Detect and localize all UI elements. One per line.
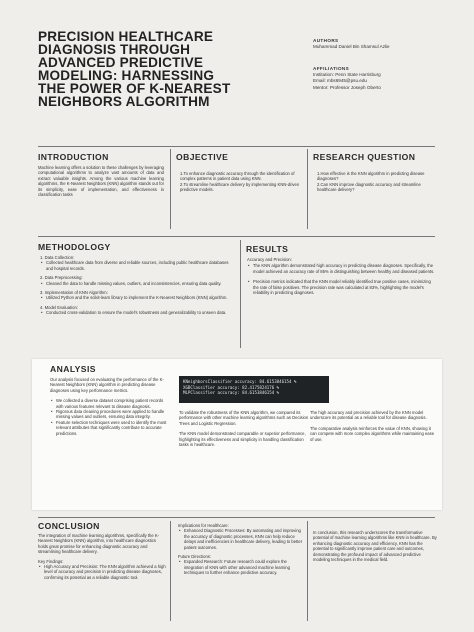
analysis-heading: ANALYSIS <box>50 364 96 374</box>
finding-bullet: • High Accuracy and Precision: The KNN algorithm achieved a high level of accuracy and precision in predicting disease diagnoses, confirming its potential as a reliable diagnostic tool. <box>38 564 166 580</box>
analysis-intro: Our analysis focused on evaluating the performance of the K-Nearest Neighbors (KNN) algorithm in predicting disease diagnoses using key performance metrics. <box>50 377 164 393</box>
introduction-text: Machine learning offers a solution to these challenges by leveraging computational algorithms to analyze vast amounts of data and extract valuable insights. Among the various machine learning algorithms, the K-Nearest Neighbors (KNN) algorithm stands out for its simplicity, ease of implementation, and effectiveness in classification tasks <box>38 165 164 198</box>
code-line: XGBClassifier accuracy: 82.4175824176 % <box>183 384 280 390</box>
conclusion-body: The integration of machine learning algorithms, specifically the K-Nearest Neighbors (KNN) algorithm, into healthcare diagnostics holds great promise for enhancing diagnostic accuracy and streamlining healthcare delivery. <box>38 533 160 555</box>
code-line: MLPClassifier accuracy: 84.6153846154 % <box>183 390 280 396</box>
results-bullet: • The KNN algorithm demonstrated high accuracy in predicting disease diagnoses. Specifically, the model achieved an accuracy rate of 85% in distinguishing between healthy and diseased patients. <box>247 263 435 274</box>
results-bullet: • Precision metrics indicated that the KNN model reliably identified true positive cases, minimizing the rate of false positives. The precision rate was calculated at 83%, highlighting the model's reliability in predicting diagnoses. <box>247 279 435 295</box>
title-line: PRECISION HEALTHCARE <box>38 29 214 44</box>
analysis-bullet: • Feature selection techniques were used to identify the most relevant attributes that significantly contribute to accurate predictions. <box>50 420 168 436</box>
analysis-middle <box>179 410 309 447</box>
implication-bullet: • Enhanced Diagnostic Processes: By automating and improving the accuracy of diagnostic processes, KNN can help reduce delays and inefficiencies in healthcare delivery, leading to better patient outcomes. <box>178 528 304 550</box>
title-line: DIAGNOSIS THROUGH <box>38 42 191 57</box>
methodology-step <box>40 255 235 271</box>
affiliation-line: Institution: Penn State Harrisburg <box>313 72 381 78</box>
code-line: KNeighborsClassifier accuracy: 84.6153846154 % <box>183 379 297 384</box>
methodology-steps <box>40 255 235 316</box>
authors-heading: AUTHORS <box>313 38 339 43</box>
title-line: MODELING: HARNESSING <box>38 68 215 83</box>
conclusion-closing: In conclusion, this research underscores the transformative potential of machine learning algorithms like KNN in healthcare. By enhancing diagnostic accuracy and efficiency, KNN has the potential to significantly improve patient care and outcomes, demonstrating the profound impact of advanced predictive modeling techniques in the medical field. <box>313 530 437 563</box>
step-title: 4. Model Evaluation: <box>40 304 78 310</box>
introduction-heading: INTRODUCTION <box>38 152 109 162</box>
affiliations-block <box>313 66 381 91</box>
conclusion-heading: CONCLUSION <box>38 521 100 531</box>
step-bullet: • Conducted cross-validation to ensure the model's robustness and generalizability to unseen data. <box>40 310 235 315</box>
analysis-paragraph: The comparative analysis reinforces the value of KNN, showing it can compete with more complex algorithms while maintaining ease of use. <box>310 425 435 442</box>
analysis-bullet: • Rigorous data cleaning procedures were applied to handle missing values and outliers, ensuring data integrity. <box>50 409 168 420</box>
divider <box>38 236 435 237</box>
title-line: THE POWER OF K-NEAREST <box>38 81 231 96</box>
results-text <box>247 257 435 295</box>
authors-block <box>313 38 390 50</box>
objective-item: 1.To enhance diagnostic accuracy through the identification of complex patterns in patient data using KNN. <box>180 171 295 182</box>
step-title: 2. Data Preprocessing: <box>40 275 83 281</box>
research-question-heading: RESEARCH QUESTION <box>313 152 416 162</box>
findings-title: Key Findings: <box>38 558 64 564</box>
objective-list <box>178 171 303 193</box>
conclusion-right <box>313 530 437 562</box>
poster-title <box>38 30 283 108</box>
step-bullet: • Collected healthcare data from diverse and reliable sources, including public healthcare databases and hospital records. <box>40 260 235 271</box>
affiliation-line: Email: mbs6945@psu.edu <box>313 78 367 84</box>
methodology-step <box>40 275 235 286</box>
future-title: Future Directions: <box>178 554 212 560</box>
affiliation-line: Mentor: Professor Joseph Oberto <box>313 84 381 90</box>
analysis-bullet: • We collected a diverse dataset comprising patient records with various features relevant to disease diagnosis. <box>50 398 168 409</box>
analysis-paragraph: The high accuracy and precision achieved by the KNN model underscore its potential as a reliable tool for disease diagnosis. <box>310 410 427 421</box>
analysis-left <box>50 377 168 436</box>
future-bullet: • Expanded Research: Future research could explore the integration of KNN with other advanced machine learning techniques to further enhance predictive accuracy. <box>178 559 304 575</box>
conclusion-left <box>38 533 166 580</box>
analysis-paragraph: The KNN model demonstrated comparable or superior performance, highlighting its effectiveness and simplicity in handling classification tasks in healthcare. <box>179 431 306 448</box>
objective-item: 2.To streamline healthcare delivery by implementing KNN-driven predictive models. <box>180 181 300 193</box>
divider <box>170 149 171 229</box>
title-line: ADVANCED PREDICTIVE <box>38 55 204 70</box>
results-heading: RESULTS <box>246 244 289 254</box>
title-line: NEIGHBORS ALGORITHM <box>38 94 210 109</box>
methodology-heading: METHODOLOGY <box>38 242 111 252</box>
accuracy-output-block <box>179 376 329 403</box>
analysis-right <box>310 410 435 442</box>
analysis-paragraph: To validate the robustness of the KNN algorithm, we compared its performance with other machine learning algorithms such as Decision Trees and Logistic Regression. <box>179 410 309 426</box>
step-title: 3. Implementation of KNN Algorithm: <box>40 290 108 296</box>
divider <box>170 521 171 621</box>
implications-title: Implications for Healthcare: <box>178 523 229 528</box>
divider <box>38 146 435 147</box>
step-title: 1. Data Collection: <box>40 255 75 260</box>
methodology-step <box>40 305 235 316</box>
author-name: Muhammad Daniel Bin Shamsul Azlie <box>313 44 390 50</box>
affiliations-heading: AFFILIATIONS <box>313 66 350 71</box>
divider <box>38 517 435 518</box>
objective-heading: OBJECTIVE <box>176 152 229 162</box>
research-question-item: 1.How effective is the KNN algorithm in predicting disease diagnoses? <box>317 171 425 182</box>
research-question-item: 2.Can KNN improve diagnostic accuracy and streamline healthcare delivery? <box>317 181 421 193</box>
divider <box>307 149 308 229</box>
methodology-step <box>40 290 235 301</box>
step-bullet: • Cleaned the data to handle missing values, outliers, and inconsistencies, ensuring data quality. <box>40 281 235 286</box>
step-bullet: • Utilized Python and the scikit-learn library to implement the K-Nearest Neighbors (KNN) algorithm. <box>40 295 235 300</box>
results-intro: Accuracy and Precision: <box>247 257 292 262</box>
divider <box>307 521 308 621</box>
divider <box>240 240 241 348</box>
research-question-list <box>315 171 437 193</box>
conclusion-middle <box>178 523 304 576</box>
